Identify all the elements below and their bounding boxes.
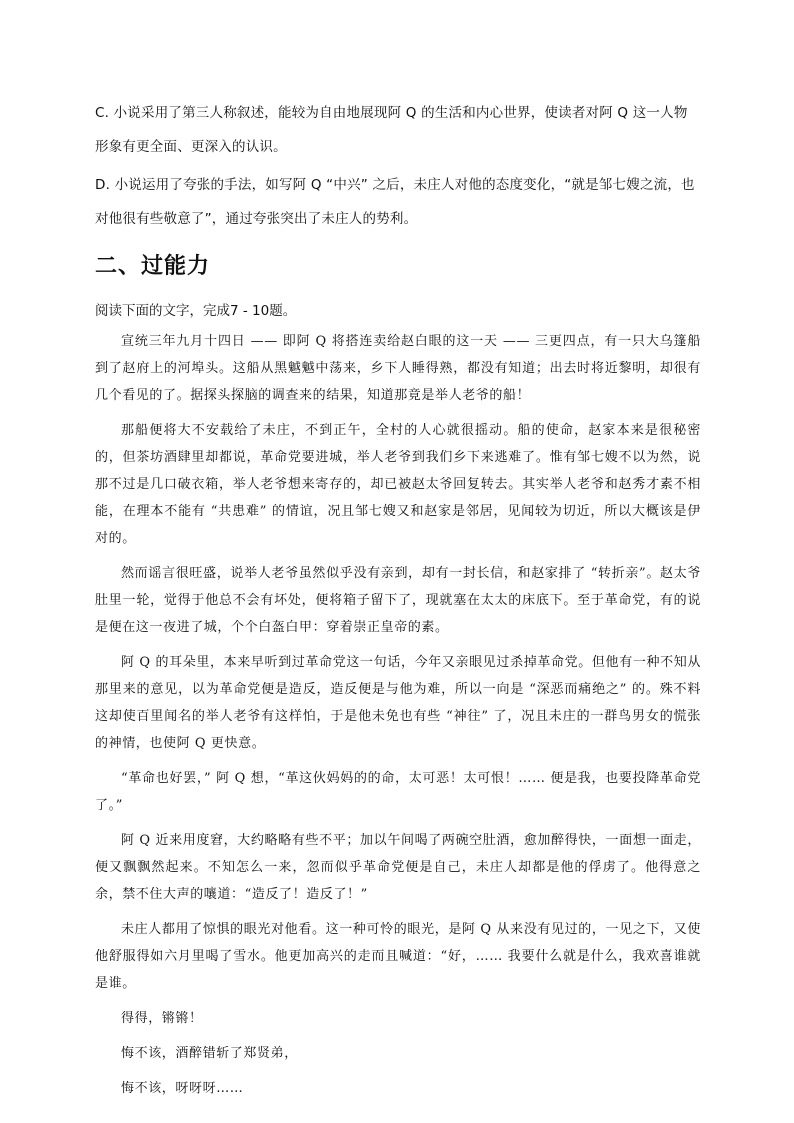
passage-paragraph: 阿 Q 近来用度窘，大约略略有些不平；加以午间喝了两碗空肚酒，愈加醉得快，一面想一面走，便又飘飘然起来。不知怎么一来，忽而似乎革命党便是自己，未庄人却都是他的俘虏了。他得意之余，禁不住大声的嚷道：“造反了！造反了！” bbox=[95, 833, 701, 902]
section-title: 二、过能力 bbox=[95, 254, 211, 279]
passage-paragraph: “革命也好罢，” 阿 Q 想，“革这伙妈妈的的命，太可恶！太可恨！…… 便是我，也要投降革命党了。” bbox=[95, 771, 701, 813]
reading-passage bbox=[95, 328, 701, 1110]
passage-paragraph: 得得，锵锵！ bbox=[121, 1011, 203, 1026]
passage-paragraph: 未庄人都用了惊惧的眼光对他看。这一种可怜的眼光，是阿 Q 从来没有见过的，一见之下，又使他舒服得如六月里喝了雪水。他更加高兴的走而且喊道：“好，…… 我要什么就是什么，我欢喜谁就是谁。 bbox=[95, 922, 701, 991]
passage-paragraph: 悔不该，酒醉错斩了郑贤弟， bbox=[121, 1046, 298, 1061]
passage-paragraph: 那船便将大不安载给了未庄，不到正午，全村的人心就很摇动。船的使命，赵家本来是很秘密的，但茶坊酒肆里却都说，革命党要进城，举人老爷到我们乡下来逃难了。惟有邹七嫂不以为然，说那不过是几口破衣箱，举人老爷想来寄存的，却已被赵太爷回复转去。其实举人老爷和赵秀才素不相能，在理本不能有 “共患难” 的情谊，况且邹七嫂又和赵家是邻居，见闻较为切近，所以大概该是伊对的。 bbox=[95, 423, 701, 546]
passage-paragraph: 悔不该，呀呀呀…… bbox=[121, 1081, 244, 1096]
passage-paragraph: 宣统三年九月十四日 —— 即阿 Q 将搭连卖给赵白眼的这一天 —— 三更四点，有一只大乌篷船到了赵府上的河埠头。这船从黑魆魆中荡来，乡下人睡得熟，都没有知道；出去时将近黎明，却很有几个看见的了。据探头探脑的调查来的结果，知道那竟是举人老爷的船！ bbox=[95, 334, 701, 403]
section-instruction: 阅读下面的文字，完成7 - 10题。 bbox=[95, 303, 297, 319]
passage-paragraph: 然而谣言很旺盛，说举人老爷虽然似乎没有亲到，却有一封长信，和赵家排了 “转折亲”。赵太爷肚里一轮，觉得于他总不会有坏处，便将箱子留下了，现就塞在太太的床底下。至于革命党，有的说是便在这一夜进了城，个个白盔白甲：穿着崇正皇帝的素。 bbox=[95, 566, 701, 635]
passage-paragraph: 阿 Q 的耳朵里，本来早听到过革命党这一句话，今年又亲眼见过杀掉革命党。但他有一种不知从那里来的意见，以为革命党便是造反，造反便是与他为难，所以一向是 “深恶而痛绝之” 的。殊不料这却使百里闻名的举人老爷有这样怕，于是他未免也有些 “神往” 了，况且未庄的一群鸟男女的慌张的神情，也使阿 Q 更快意。 bbox=[95, 655, 701, 751]
option-d: D. 小说运用了夸张的手法，如写阿 Q “中兴” 之后，未庄人对他的态度变化，“就是邹七嫂之流，也对他很有些敬意了”，通过夸张突出了未庄人的势利。 bbox=[95, 177, 695, 227]
option-c: C. 小说采用了第三人称叙述，能较为自由地展现阿 Q 的生活和内心世界，使读者对阿 Q 这一人物形象有更全面、更深入的认识。 bbox=[95, 105, 688, 155]
